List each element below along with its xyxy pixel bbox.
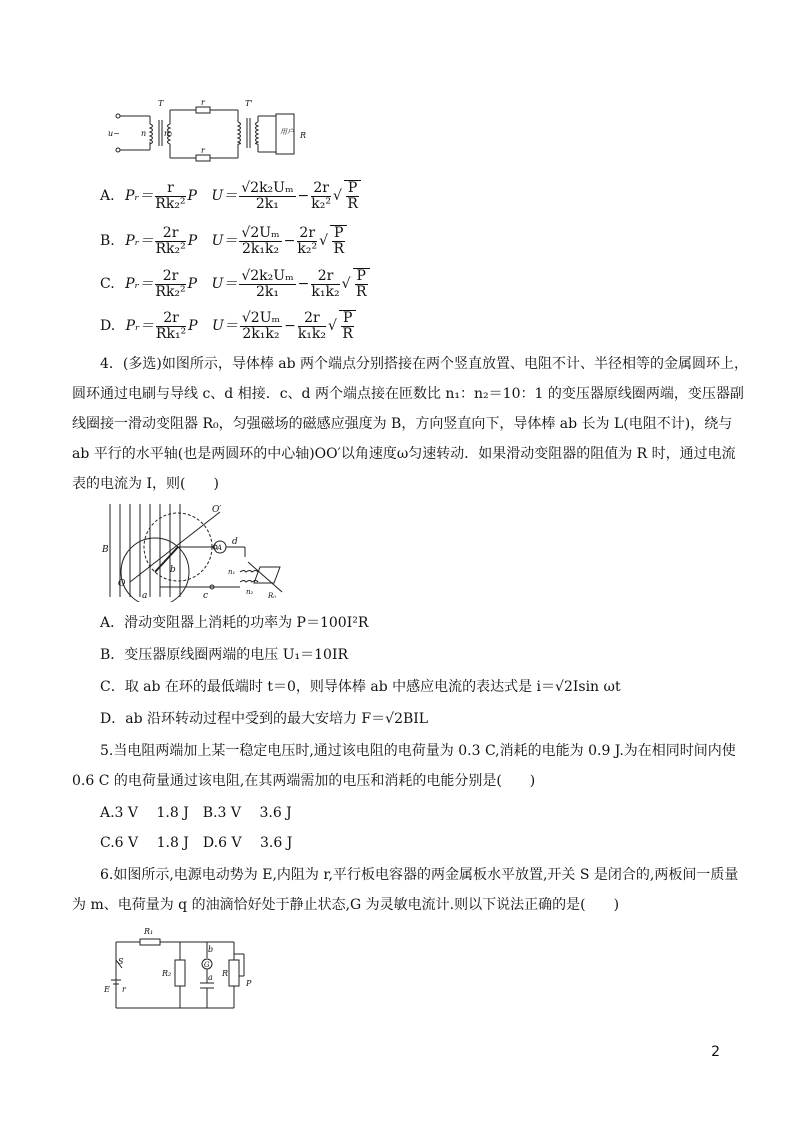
slider-p-label: P xyxy=(246,979,252,988)
coil-n1-label: n xyxy=(141,129,147,138)
q3-option-a[interactable]: A. Pᵣ＝ $\frac{r}{\text{Rk₂²}}$ P U＝ $\frac{\text{√2k₂Uₘ}}{\text{2k₁}}$ − $\frac{2r}{\text{k₂²}}$ √ $\frac{P}{R}$ xyxy=(100,180,363,212)
q3-option-b[interactable]: B. Pᵣ＝ $\frac{2r}{\text{Rk₂²}}$ P U＝ $\frac{\text{√2Uₘ}}{\text{2k₁k₂}}$ − $\frac{2r}{\text{k₂²}}$ √ $\frac{P}{R}$ xyxy=(100,225,349,257)
rotating-rod-figure xyxy=(100,502,300,602)
r2-label: R₂ xyxy=(162,969,172,978)
page-number: 2 xyxy=(711,1044,720,1060)
coil-n2-label: n₂ xyxy=(246,588,254,596)
q5-options-ab[interactable]: A.3 V 1.8 J B.3 V 3.6 J xyxy=(100,805,292,821)
field-b-label: B xyxy=(102,545,109,555)
line-resistor-label-bottom: r xyxy=(201,146,205,155)
axis-o-label: O xyxy=(118,579,126,589)
q6-text-line-1: 6.如图所示,电源电动势为 E,内阻为 r,平行板电容器的两金属板水平放置,开关 S 是闭合的,两板间一质量 xyxy=(100,867,739,883)
q4-text-line-2: 圆环通过电刷与导线 c、d 相接．c、d 两个端点接在匝数比 n₁：n₂＝10：1 的变压器原线圈两端，变压器副 xyxy=(72,386,744,402)
q5-text-line-1: 5.当电阻两端加上某一稳定电压时,通过该电阻的电荷量为 0.3 C,消耗的电能为 0.9 J.为在相同时间内使 xyxy=(100,743,736,759)
q3-option-d[interactable]: D. Pᵣ＝ $\frac{2r}{\text{Rk₁²}}$ P U＝ $\frac{\text{√2Uₘ}}{\text{2k₁k₂}}$ − $\frac{2r}{\text{k₁k₂}}$ √ $\frac{P}{R}$ xyxy=(100,310,358,342)
ammeter-label: A xyxy=(217,544,223,552)
terminal-c-label: c xyxy=(203,591,209,601)
coil-n1-label: n₁ xyxy=(228,568,236,576)
galvanometer-label: G xyxy=(204,961,210,969)
source-label: u~ xyxy=(108,129,120,138)
q5-text-line-2: 0.6 C 的电荷量通过该电阻,在其两端需加的电压和消耗的电能分别是( ) xyxy=(72,773,536,789)
point-a-label: a xyxy=(208,973,213,982)
point-a-label: a xyxy=(142,591,148,601)
transformer-t2-label: T' xyxy=(245,99,253,108)
internal-r-label: r xyxy=(122,985,126,994)
q4-text-line-1: 4．(多选)如图所示，导体棒 ab 两个端点分别搭接在两个竖直放置、电阻不计、半径相等的金属圆环上， xyxy=(100,356,749,372)
user-load-label: 用户 xyxy=(280,128,294,136)
switch-s-label: S xyxy=(118,957,124,966)
load-r-label: R xyxy=(300,131,307,140)
q4-option-d[interactable]: D．ab 沿环转动过程中受到的最大安培力 F＝√2BIL xyxy=(100,711,429,727)
q4-text-line-4: ab 平行的水平轴(也是两圆环的中心轴)OO′以角速度ω匀速转动．如果滑动变阻器的阻值为 R 时，通过电流 xyxy=(72,446,736,462)
terminal-d-label: d xyxy=(232,537,238,547)
q4-option-b[interactable]: B．变压器原线圈两端的电压 U₁＝10IR xyxy=(100,647,349,663)
q4-text-line-5: 表的电流为 I，则( ) xyxy=(72,476,219,492)
q5-options-cd[interactable]: C.6 V 1.8 J D.6 V 3.6 J xyxy=(100,835,293,851)
q4-option-c[interactable]: C．取 ab 在环的最低端时 t＝0，则导体棒 ab 中感应电流的表达式是 i＝√2Isin ωt xyxy=(100,679,621,695)
transmission-circuit-figure xyxy=(108,98,318,168)
point-b-label: b xyxy=(208,945,214,954)
q6-text-line-2: 为 m、电荷量为 q 的油滴恰好处于静止状态,G 为灵敏电流计.则以下说法正确的是( ) xyxy=(72,897,620,913)
line-resistor-label-top: r xyxy=(201,98,205,107)
coil-n2-label: n₂ xyxy=(164,129,173,138)
emf-e-label: E xyxy=(104,985,110,994)
q4-option-a[interactable]: A．滑动变阻器上消耗的功率为 P＝100I²R xyxy=(100,615,369,631)
transformer-t1-label: T xyxy=(158,99,164,108)
q4-text-line-3: 线圈接一滑动变阻器 R₀，匀强磁场的磁感应强度为 B，方向竖直向下，导体棒 ab 长为 L(电阻不计)，绕与 xyxy=(72,416,733,432)
q3-option-c[interactable]: C. Pᵣ＝ $\frac{2r}{\text{Rk₂²}}$ P U＝ $\frac{\text{√2k₂Uₘ}}{\text{2k₁}}$ − $\frac{2r}{\text{k₁k₂}}$ √ $\frac{P}{R}$ xyxy=(100,268,372,300)
capacitor-circuit-figure xyxy=(104,920,264,1015)
rheostat-r0-label: R₀ xyxy=(268,592,277,600)
rheostat-r-label: R xyxy=(222,969,229,978)
axis-o-prime-label: O′ xyxy=(212,505,222,515)
r1-label: R₁ xyxy=(144,927,154,936)
point-b-label: b xyxy=(170,565,176,575)
